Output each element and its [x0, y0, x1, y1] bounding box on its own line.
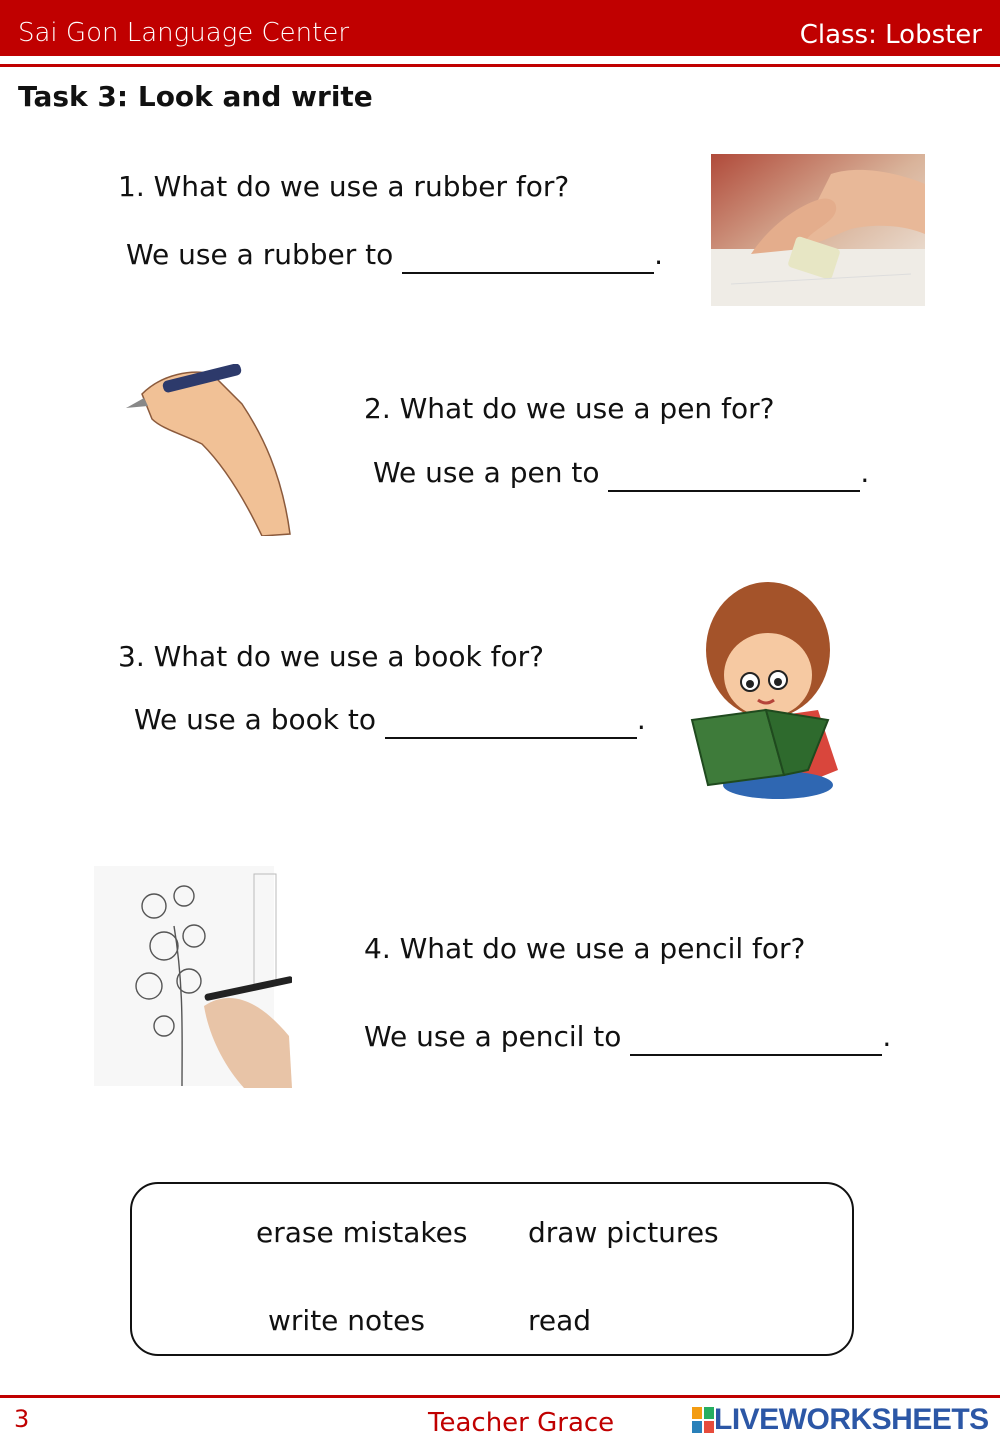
question-1: 1. What do we use a rubber for? [118, 170, 570, 203]
period: . [654, 238, 664, 271]
word-bank-item: draw pictures [528, 1216, 719, 1249]
word-bank-item: erase mistakes [256, 1216, 468, 1249]
answer-row-1 [126, 238, 663, 274]
center-name: Sai Gon Language Center [18, 18, 350, 48]
word-bank [130, 1182, 854, 1356]
answer-prefix-1: We use a rubber to [126, 238, 394, 271]
teacher-name: Teacher Grace [428, 1408, 615, 1438]
class-label: Class: Lobster [799, 20, 982, 50]
header-bar [0, 0, 1000, 56]
boy-reading-picture [688, 570, 844, 806]
period: . [636, 703, 646, 736]
word-bank-item: write notes [268, 1304, 425, 1337]
liveworksheets-logo[interactable] [692, 1403, 989, 1437]
answer-row-2 [373, 456, 869, 492]
answer-input-4[interactable] [630, 1022, 882, 1056]
page-number: 3 [14, 1405, 30, 1433]
footer-divider [0, 1395, 1000, 1398]
header-divider [0, 64, 1000, 67]
task-title: Task 3: Look and write [18, 80, 373, 113]
liveworksheets-logo-icon [692, 1407, 714, 1433]
answer-prefix-2: We use a pen to [373, 456, 600, 489]
word-bank-item: read [528, 1304, 592, 1337]
answer-prefix-4: We use a pencil to [364, 1020, 622, 1053]
question-3: 3. What do we use a book for? [118, 640, 544, 673]
answer-row-3 [134, 703, 646, 739]
question-2: 2. What do we use a pen for? [364, 392, 775, 425]
pencil-drawing-picture [94, 866, 292, 1088]
pen-hand-picture [122, 364, 292, 536]
answer-input-3[interactable] [385, 705, 637, 739]
answer-row-4 [364, 1020, 891, 1056]
answer-input-1[interactable] [402, 240, 654, 274]
answer-input-2[interactable] [608, 458, 860, 492]
brand-name: LIVEWORKSHEETS [714, 1403, 989, 1436]
rubber-picture [711, 154, 925, 306]
period: . [882, 1020, 892, 1053]
period: . [860, 456, 870, 489]
answer-prefix-3: We use a book to [134, 703, 376, 736]
question-4: 4. What do we use a pencil for? [364, 932, 806, 965]
